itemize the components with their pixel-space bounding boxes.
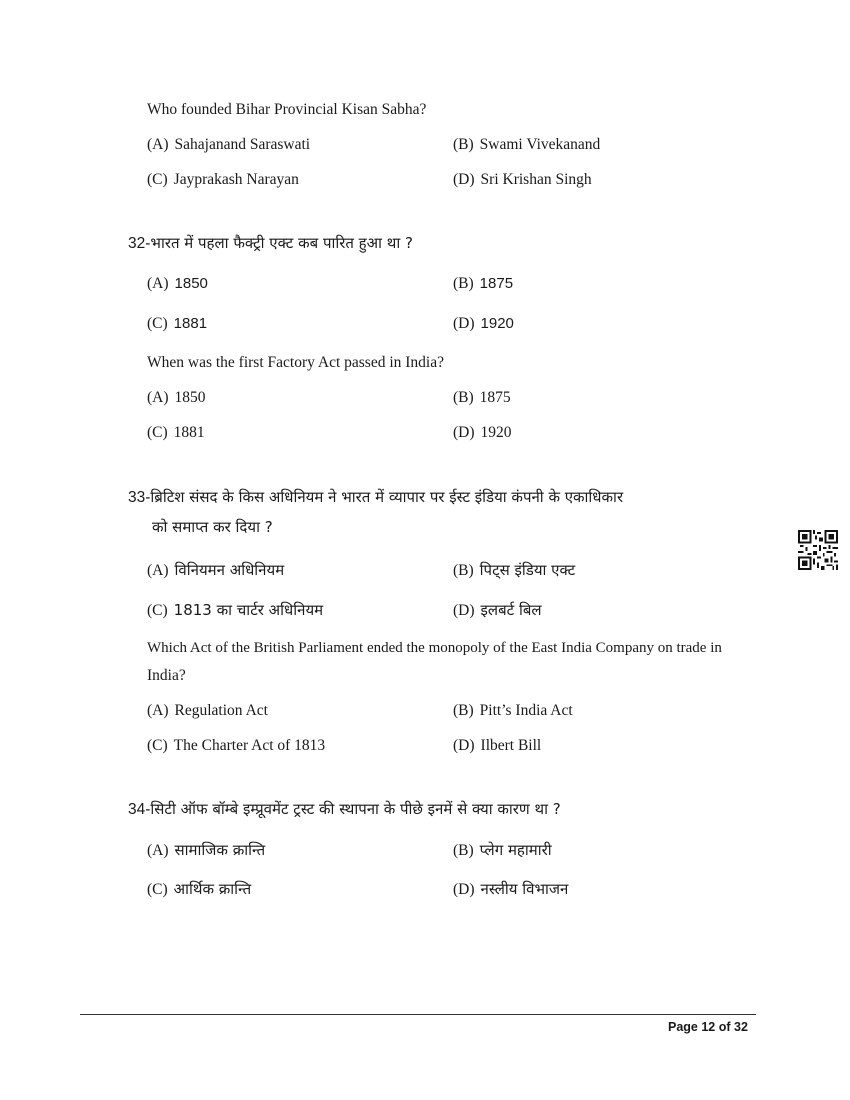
q33-option-d-en: (D) Ilbert Bill xyxy=(453,737,542,754)
q34-option-c-hi: (C) आर्थिक क्रान्ति xyxy=(147,880,252,898)
q33-option-a-en: (A) Regulation Act xyxy=(147,702,268,719)
q32-option-b-hi: (B) 1875 xyxy=(453,275,514,292)
q33-option-b-en: (B) Pitt’s India Act xyxy=(453,702,573,719)
q33-question-hi-line1: 33-ब्रिटिश संसद के किस अधिनियम ने भारत में व्यापार पर ईस्ट इंडिया कंपनी के एकाधिकार xyxy=(128,488,624,506)
q33-option-b-hi: (B) पिट्स इंडिया एक्ट xyxy=(453,561,576,579)
q32-option-a-hi: (A) 1850 xyxy=(147,275,208,292)
q32-option-a-en: (A) 1850 xyxy=(147,389,206,406)
q31-option-a: (A) Sahajanand Saraswati xyxy=(147,136,311,153)
q31-option-b: (B) Swami Vivekanand xyxy=(453,136,601,153)
q32-question-en: When was the first Factory Act passed in India? xyxy=(147,354,444,371)
q32-option-d-hi: (D) 1920 xyxy=(453,315,514,332)
qr-code-icon xyxy=(798,530,838,570)
q33-option-d-hi: (D) इलबर्ट बिल xyxy=(453,601,542,619)
footer-divider xyxy=(80,1014,756,1015)
q33-question-hi-line2: को समाप्त कर दिया ? xyxy=(152,518,273,536)
q34-option-a-hi: (A) सामाजिक क्रान्ति xyxy=(147,841,266,859)
page-number: Page 12 of 32 xyxy=(668,1020,748,1034)
q33-option-c-en: (C) The Charter Act of 1813 xyxy=(147,737,326,754)
q33-question-en-line2: India? xyxy=(147,667,186,684)
q34-option-b-hi: (B) प्लेग महामारी xyxy=(453,841,552,859)
q32-option-c-hi: (C) 1881 xyxy=(147,315,208,332)
q31-question-en: Who founded Bihar Provincial Kisan Sabha? xyxy=(147,101,427,118)
q31-option-d: (D) Sri Krishan Singh xyxy=(453,171,592,188)
q34-question-hi: 34-सिटी ऑफ बॉम्बे इम्प्रूवमेंट ट्रस्ट की स्थापना के पीछे इनमें से क्या कारण था ? xyxy=(128,800,561,818)
q32-option-d-en: (D) 1920 xyxy=(453,424,512,441)
q32-option-b-en: (B) 1875 xyxy=(453,389,511,406)
q33-option-c-hi: (C) 1813 का चार्टर अधिनियम xyxy=(147,601,324,619)
q33-question-en-line1: Which Act of the British Parliament ended the monopoly of the East India Company on trade in xyxy=(147,640,722,656)
q32-question-hi: 32-भारत में पहला फैक्ट्री एक्ट कब पारित हुआ था ? xyxy=(128,234,413,252)
q33-option-a-hi: (A) विनियमन अधिनियम xyxy=(147,561,285,579)
q32-option-c-en: (C) 1881 xyxy=(147,424,205,441)
q31-option-c: (C) Jayprakash Narayan xyxy=(147,171,299,188)
q34-option-d-hi: (D) नस्लीय विभाजन xyxy=(453,880,569,898)
